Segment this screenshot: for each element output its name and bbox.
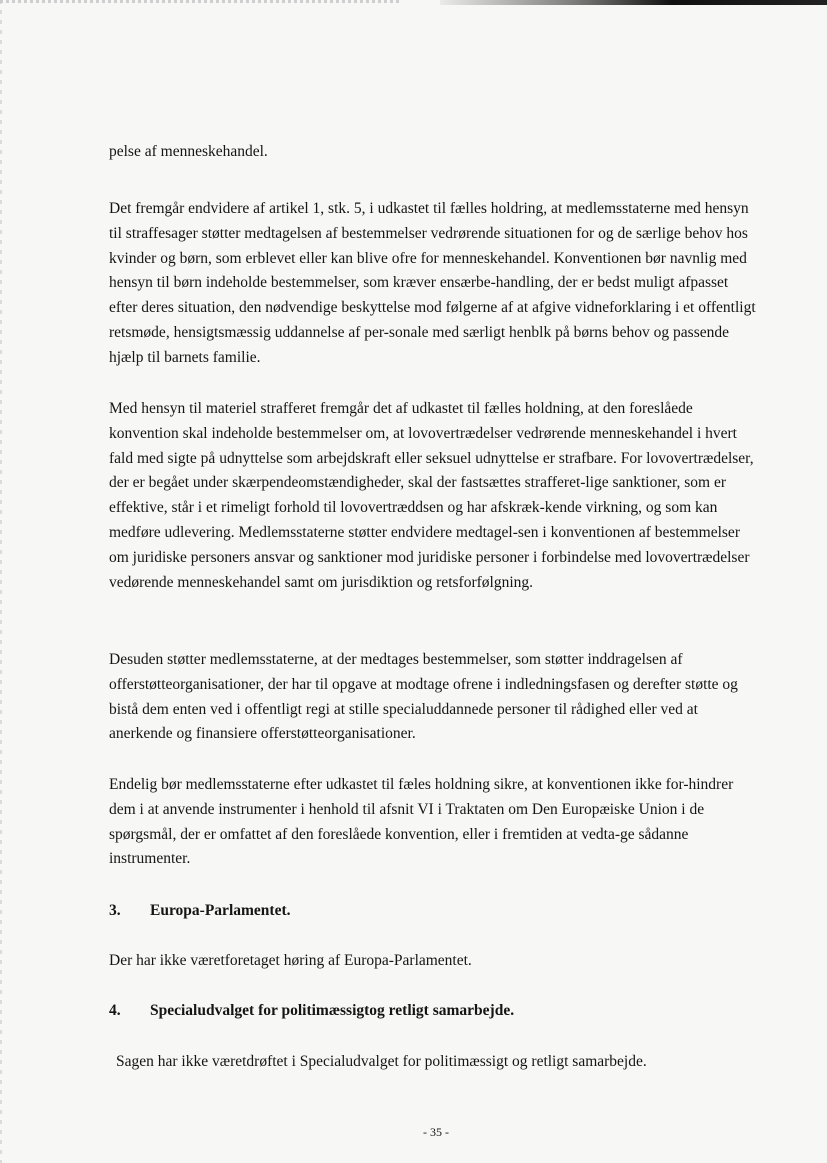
paragraph-continuation: pelse af menneskehandel. <box>109 143 268 160</box>
section-text-4: Sagen har ikke væretdrøftet i Specialudvalget for politimæssigt og retligt samarbejde. <box>116 1053 647 1070</box>
paragraph-criminal-law: Med hensyn til materiel strafferet fremgår det af udkastet til fælles holdning, at den foreslåede konvention skal indeholde bestemmelser om, at lovovertrædelser vedrørende menneskehandel i hvert fald med sigte på udnyttelse som arbejdskraft eller seksuel udnyttelse er strafbare. For lovovertrædelser, der er begået under skærpendeomstændigheder, skal der fastsættes strafferet-lige sanktioner, som er effektive, står i et rimeligt forhold til lovovertræddsen og har afskræk-kende virkning, og som kan medføre udlevering. Medlemsstaterne støtter endvidere medtagel-sen i konventionen af bestemmelser om juridiske personers ansvar og sanktioner mod juridiske personer i forbindelse med lovovertrædelser vedørende menneskehandel samt om jurisdiktion og retsforfølgning. <box>109 400 754 591</box>
paragraph-article-1: Det fremgår endvidere af artikel 1, stk. 5, i udkastet til fælles holdring, at medlemsstaterne med hensyn til straffesager støtter medtagelsen af bestemmelser vedrørende situationen for og de særlige behov hos kvinder og børn, som erblevet eller kan blive ofre for menneskehandel. Konventionen bør navnlig med hensyn til børn indeholde bestemmelser, som kræver ensærbe-handling, der er bedst muligt afpasset efter deres situation, den nødvendige beskyttelse mod følgerne af at afgive vidneforklaring i et offentligt retsmøde, hensigtsmæssig uddannelse af per-sonale med særligt henblk på børns behov og passende hjælp til barnets familie. <box>109 200 756 366</box>
paragraph-final-provisions: Endelig bør medlemsstaterne efter udkastet til fæles holdning sikre, at konventionen ikke for-hindrer dem i at anvende instrumenter i henhold til afsnit VI i Traktaten om Den Europæiske Union i de spørgsmål, der er omfattet af den foreslåede konvention, eller i fremtiden at vedta-ge sådanne instrumenter. <box>109 776 734 868</box>
section-title-3: Europa-Parlamentet. <box>150 902 291 919</box>
section-number-3: 3. <box>109 902 121 919</box>
section-text-3: Der har ikke væretforetaget høring af Europa-Parlamentet. <box>109 952 472 969</box>
section-heading-4 <box>109 999 757 1023</box>
paragraph-victim-support: Desuden støtter medlemsstaterne, at der medtages bestemmelser, som støtter inddragelsen af offerstøtteorganisationer, der har til opgave at modtage ofrene i indledningsfasen og derefter støtte og bistå dem enten ved i offentligt regi at stille specialuddannede personer til rådighed eller ved at anerkende og finansiere offerstøtteorganisationer. <box>109 651 738 743</box>
section-number-4: 4. <box>109 1002 121 1019</box>
section-heading-3 <box>109 899 757 923</box>
section-title-4: Specialudvalget for politimæssigtog retligt samarbejde. <box>150 1002 515 1019</box>
page-number: - 35 - <box>423 1125 449 1139</box>
